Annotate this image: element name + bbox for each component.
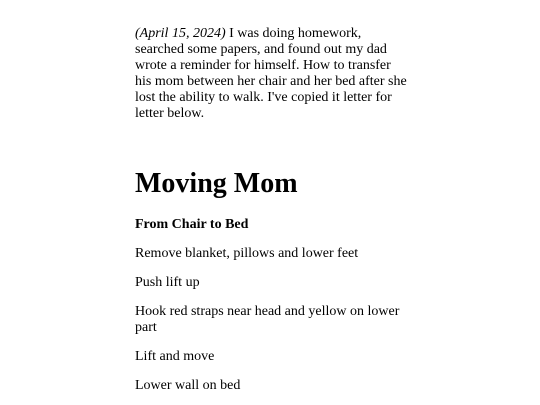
step-item: Hook red straps near head and yellow on lower part [135,304,400,335]
intro-paragraph [135,26,410,122]
step-item: Lower wall on bed [135,378,241,393]
step-item: Lift and move [135,349,215,364]
document-subtitle: From Chair to Bed [135,217,249,232]
step-item: Push lift up [135,275,200,290]
step-item: Remove blanket, pillows and lower feet [135,246,359,261]
document-title: Moving Mom [135,168,298,199]
steps-list [135,246,410,405]
intro-text: I was doing homework, searched some papers, and found out my dad wrote a reminder for himself. How to transfer his mom between her chair and her bed after she lost the ability to walk. I've copied it letter for letter below. [135,26,407,121]
article-content [135,26,410,393]
intro-date: (April 15, 2024) [135,26,226,41]
